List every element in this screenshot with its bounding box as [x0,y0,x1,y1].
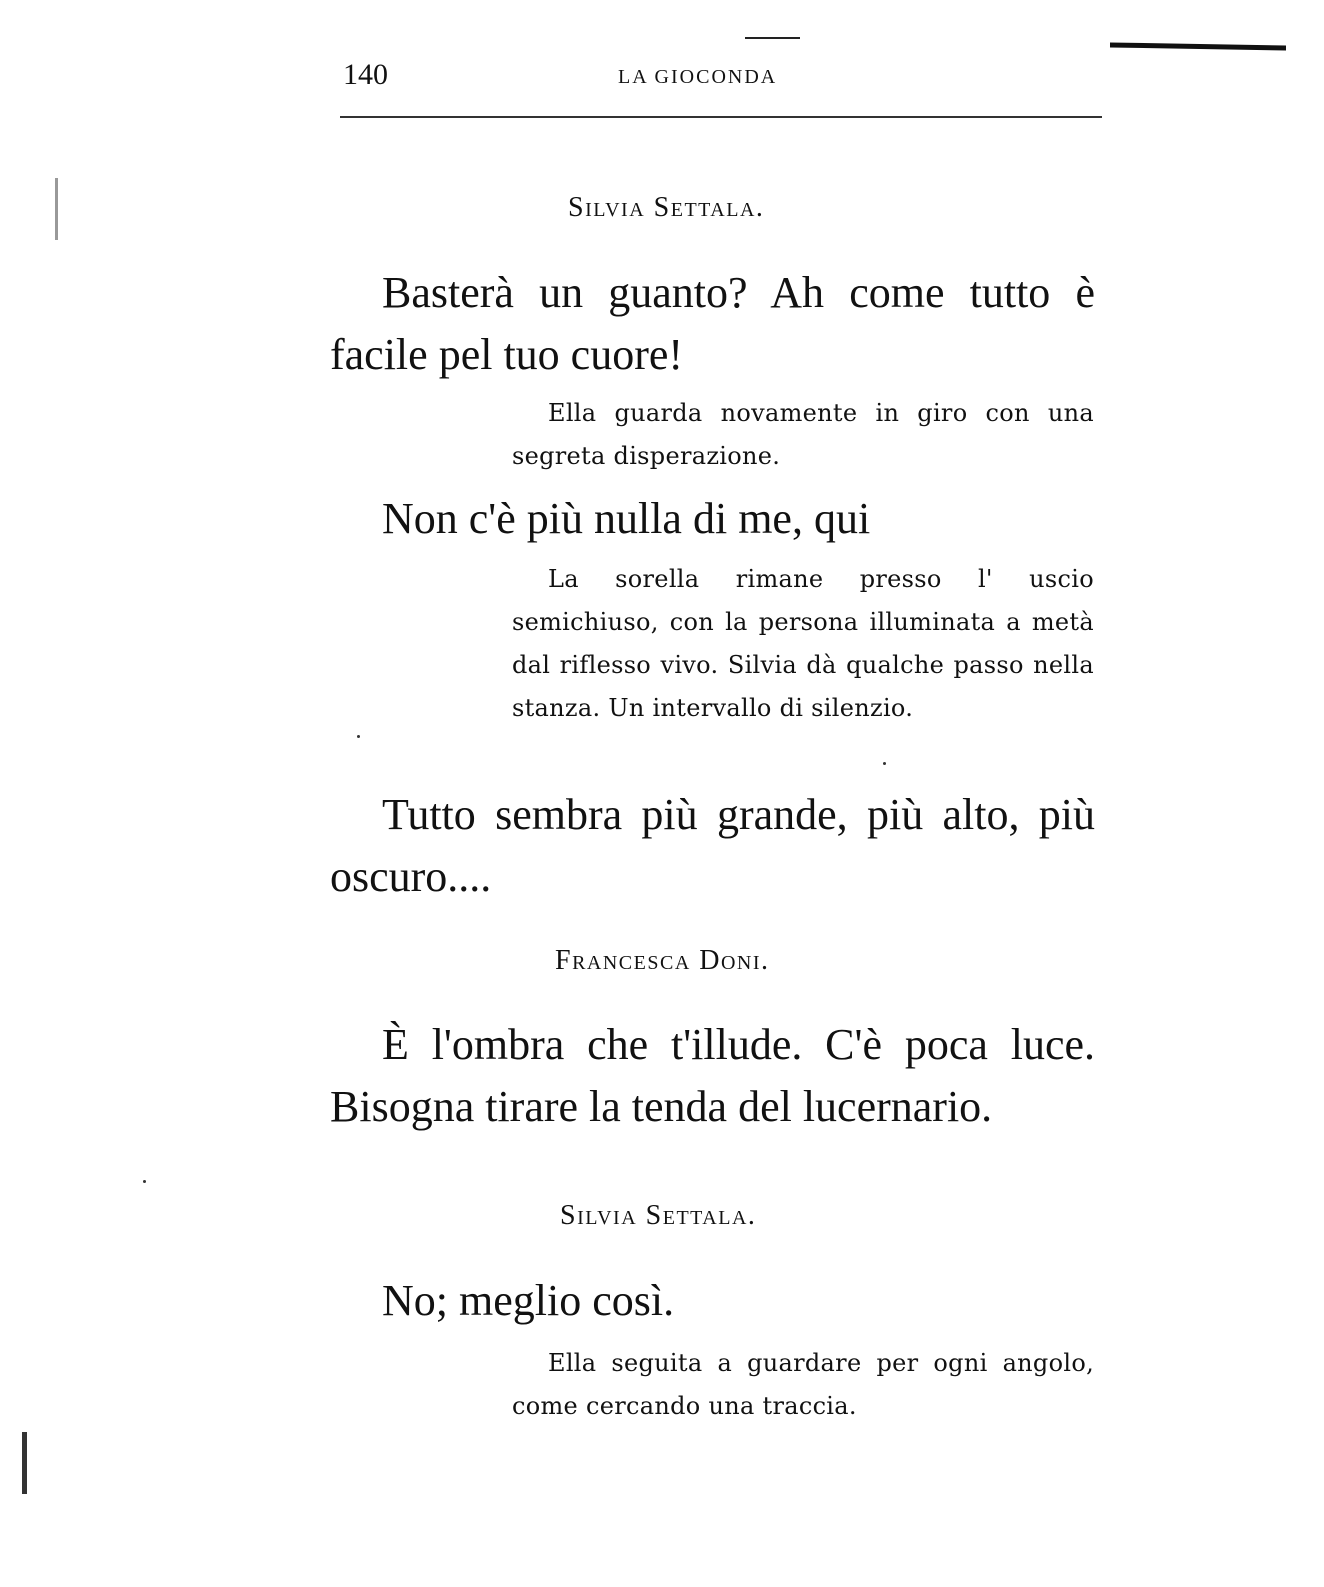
scan-margin-mark [55,178,58,240]
scan-margin-mark [22,1432,27,1494]
speech-line: Non c'è più nulla di me, qui [382,494,871,543]
speech-line: È l'ombra che t'illude. C'è poca luce. Bisogna tirare la tenda del lucernario. [330,1020,1095,1131]
speech-line: Basterà un guanto? Ah come tutto è facile pel tuo cuore! [330,268,1095,379]
scan-speck [357,735,360,738]
top-ornament-rule [745,37,800,39]
speaker-name: Francesca Doni. [555,945,770,976]
stage-direction: Ella seguita a guardare per ogni angolo, come cercando una traccia. [512,1349,1094,1420]
page-number: 140 [343,58,388,91]
stage-direction: La sorella rimane presso l' uscio semichiuso, con la persona illuminata a metà dal riflesso vivo. Silvia dà qualche passo nella stanza. Un intervallo di silenzio. [512,565,1094,722]
page-header [343,58,1103,98]
speech-line: Tutto sembra più grande, più alto, più oscuro.... [330,790,1095,901]
speaker-name: Silvia Settala. [560,1200,757,1231]
running-title: LA GIOCONDA [618,66,778,88]
speech-line: No; meglio così. [382,1276,675,1325]
scan-edge-mark [1110,42,1286,50]
scan-speck [143,1180,146,1183]
speaker-name: Silvia Settala. [568,192,765,223]
scan-speck [883,762,886,765]
header-rule [340,116,1102,118]
stage-direction: Ella guarda novamente in giro con una segreta disperazione. [512,399,1094,470]
